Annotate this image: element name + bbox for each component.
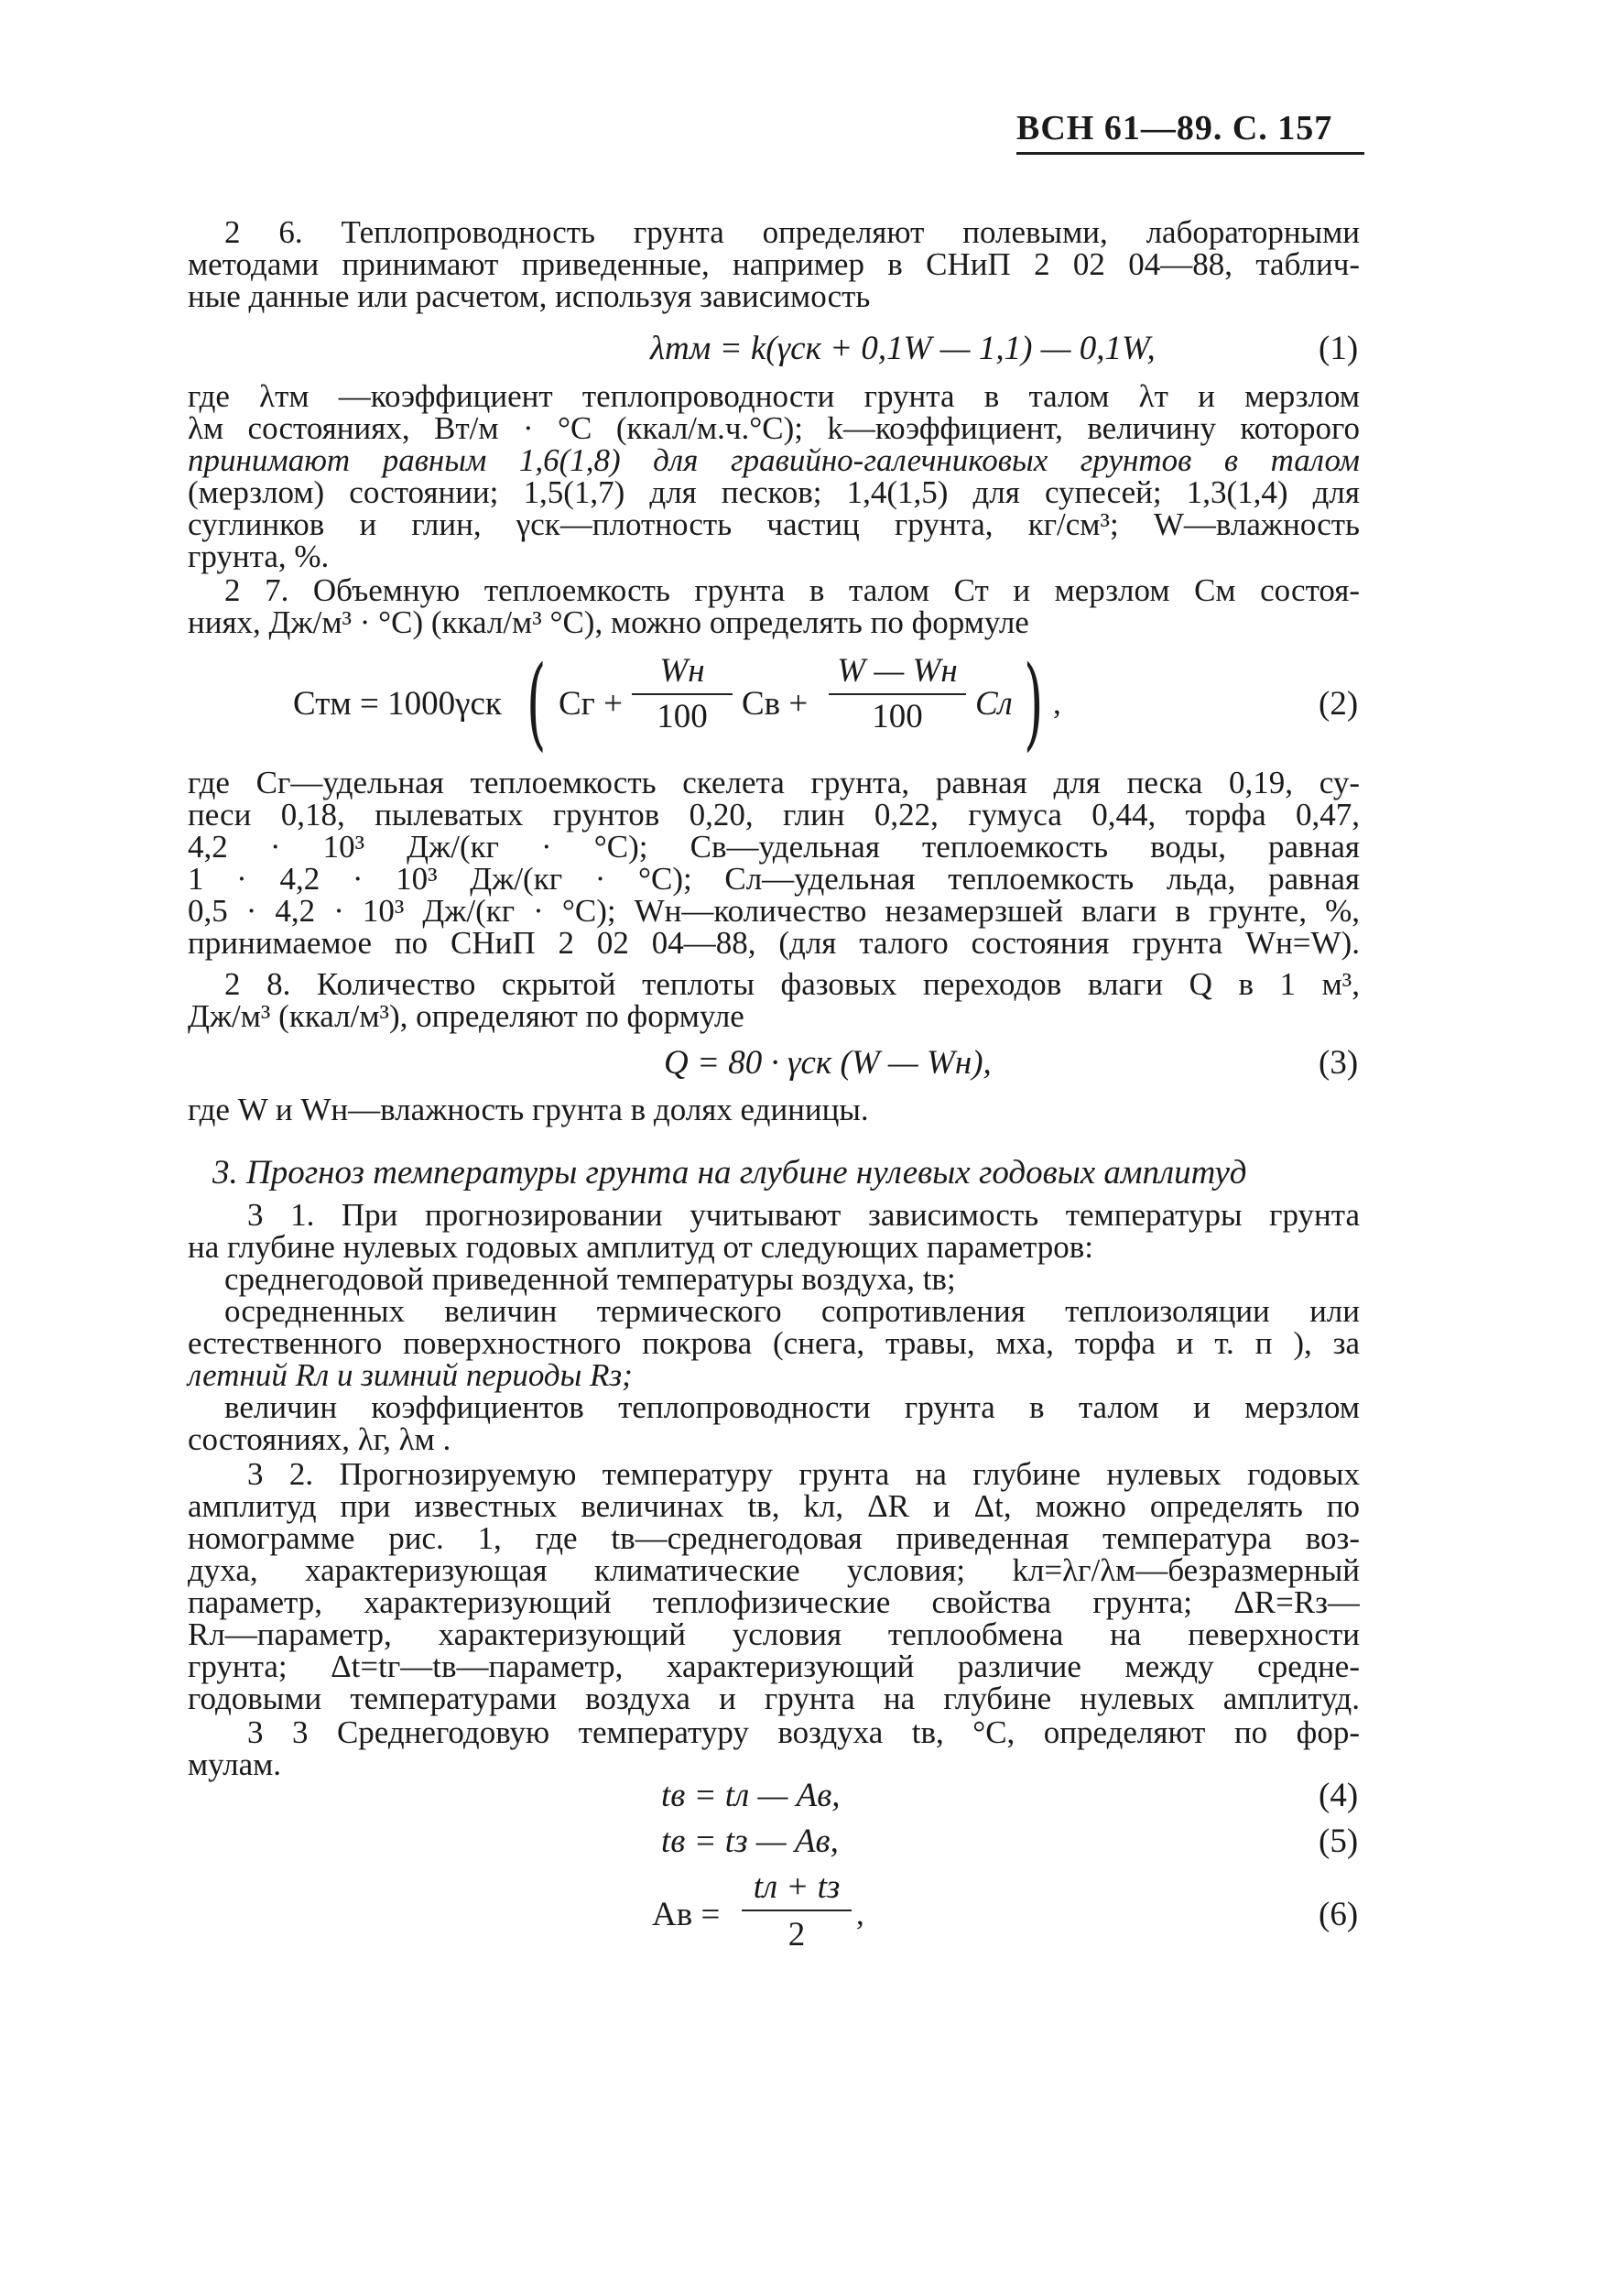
text-line: духа, характеризующая климатические условия; kл=λг/λм—безразмерный <box>188 1552 1360 1588</box>
text-line: 4,2 · 10³ Дж/(кг · °С); Св—удельная теплоемкость воды, равная <box>188 829 1360 865</box>
formula-2-denominator-1: 100 <box>657 698 708 735</box>
page-header: ВСН 61—89. С. 157 <box>1016 109 1333 147</box>
text-line: 3 2. Прогнозируемую температуру грунта на глубине нулевых годовых <box>247 1456 1360 1492</box>
formula-2-fraction-bar-1 <box>632 693 733 695</box>
formula-number: (2) <box>1319 685 1359 723</box>
formula-2-term-2: Св + <box>742 685 809 723</box>
text-line: ниях, Дж/м³ · °С) (ккал/м³ °С), можно определять по формуле <box>188 604 1029 640</box>
formula-number: (5) <box>1319 1823 1359 1860</box>
text-line: где Сг—удельная теплоемкость скелета грунта, равная для песка 0,19, су- <box>188 765 1360 800</box>
text-line: состояниях, λг, λм . <box>188 1421 451 1457</box>
formula-6-denominator: 2 <box>787 1916 806 1953</box>
header-rule <box>1016 152 1364 155</box>
text-line: Rл—параметр, характеризующий условия теплообмена на певерхности <box>188 1616 1360 1652</box>
text-line: осредненных величин термического сопротивления теплоизоляции или <box>224 1293 1360 1329</box>
text-line: на глубине нулевых годовых амплитуд от следующих параметров: <box>188 1229 1094 1265</box>
formula-number: (1) <box>1319 330 1359 367</box>
formula-6-fraction-bar <box>742 1910 852 1911</box>
text-line: грунта; Δt=tг—tв—параметр, характеризующий различие между средне- <box>188 1649 1360 1684</box>
formula-2-term-1: Сг + <box>559 685 623 723</box>
text-line: где λтм —коэффициент теплопроводности грунта в талом λт и мерзлом <box>188 378 1360 414</box>
formula-5: tв = tз — Ав, <box>661 1823 839 1860</box>
text-line: 3 3 Среднегодовую температуру воздуха tв, °С, определяют по фор- <box>247 1714 1360 1750</box>
text-line: где W и Wн—влажность грунта в долях единицы. <box>188 1092 869 1127</box>
text-line: 0,5 · 4,2 · 10³ Дж/(кг · °С); Wн—количество незамерзшей влаги в грунте, %, <box>188 893 1360 929</box>
text-line: Дж/м³ (ккал/м³), определяют по формуле <box>188 998 744 1034</box>
text-line: величин коэффициентов теплопроводности грунта в талом и мерзлом <box>224 1389 1360 1425</box>
formula-6-left: Ав = <box>652 1896 721 1933</box>
formula-number: (4) <box>1319 1777 1359 1814</box>
text-line: 3 1. При прогнозировании учитывают зависимость температуры грунта <box>247 1197 1360 1233</box>
formula-2-close-paren: ) <box>1024 644 1044 761</box>
formula-6-comma: , <box>856 1896 864 1931</box>
text-line: параметр, характеризующий теплофизические свойства грунта; ΔR=Rз— <box>188 1584 1360 1620</box>
text-line: естественного поверхностного покрова (снега, травы, мха, торфа и т. п ), за <box>188 1325 1360 1361</box>
text-line: принимаемое по СНиП 2 02 04—88, (для талого состояния грунта Wн=W). <box>188 925 1360 961</box>
formula-2-open-paren: ( <box>527 644 547 761</box>
text-line: мулам. <box>188 1746 282 1782</box>
formula-3: Q = 80 · γск (W — Wн), <box>664 1044 992 1082</box>
text-line: λм состояниях, Вт/м · °С (ккал/м.ч.°С); k—коэффициент, величину которого <box>188 410 1360 446</box>
text-line: амплитуд при известных величинах tв, kл, ΔR и Δt, можно определять по <box>188 1488 1360 1524</box>
formula-2-numerator-1: Wн <box>659 652 705 690</box>
text-line: ные данные или расчетом, используя зависимость <box>188 278 871 314</box>
text-line: среднегодовой приведенной температуры воздуха, tв; <box>224 1261 956 1297</box>
formula-2-comma: , <box>1053 685 1061 721</box>
formula-6-numerator: tл + tз <box>753 1868 841 1906</box>
text-line: методами принимают приведенные, например в СНиП 2 02 04—88, таблич- <box>188 246 1360 282</box>
text-line: песи 0,18, пылеватых грунтов 0,20, глин 0,22, гумуса 0,44, торфа 0,47, <box>188 797 1360 832</box>
text-line: годовыми температурами воздуха и грунта на глубине нулевых амплитуд. <box>188 1681 1360 1716</box>
text-line: 2 6. Теплопроводность грунта определяют полевыми, лабораторными <box>224 214 1360 250</box>
formula-number: (6) <box>1319 1896 1359 1933</box>
formula-2-numerator-2: W — Wн <box>837 652 958 690</box>
text-line: летний Rл и зимний периоды Rз; <box>188 1357 633 1393</box>
text-line: 1 · 4,2 · 10³ Дж/(кг · °С); Сл—удельная теплоемкость льда, равная <box>188 861 1360 897</box>
text-line: суглинков и глин, γск—плотность частиц грунта, кг/см³; W—влажность <box>188 506 1360 542</box>
formula-2-left: Стм = 1000γск <box>293 685 502 723</box>
text-line: 2 8. Количество скрытой теплоты фазовых переходов влаги Q в 1 м³, <box>224 966 1360 1002</box>
text-line: принимают равным 1,6(1,8) для гравийно-галечниковых грунтов в талом <box>188 442 1360 478</box>
section-heading: 3. Прогноз температуры грунта на глубине нулевых годовых амплитуд <box>212 1154 1247 1192</box>
formula-4: tв = tл — Ав, <box>661 1777 841 1814</box>
formula-number: (3) <box>1319 1044 1359 1082</box>
formula-2-term-3: Сл <box>975 685 1013 723</box>
text-line: 2 7. Объемную теплоемкость грунта в талом Ст и мерзлом См состоя- <box>224 572 1360 608</box>
formula-2-fraction-bar-2 <box>829 693 966 695</box>
text-line: номограмме рис. 1, где tв—среднегодовая приведенная температура воз- <box>188 1520 1360 1556</box>
text-line: грунта, %. <box>188 539 330 574</box>
text-line: (мерзлом) состоянии; 1,5(1,7) для песков; 1,4(1,5) для супесей; 1,3(1,4) для <box>188 474 1360 510</box>
formula-2-denominator-2: 100 <box>872 698 923 735</box>
formula-1: λтм = k(γск + 0,1W — 1,1) — 0,1W, <box>650 330 1156 367</box>
